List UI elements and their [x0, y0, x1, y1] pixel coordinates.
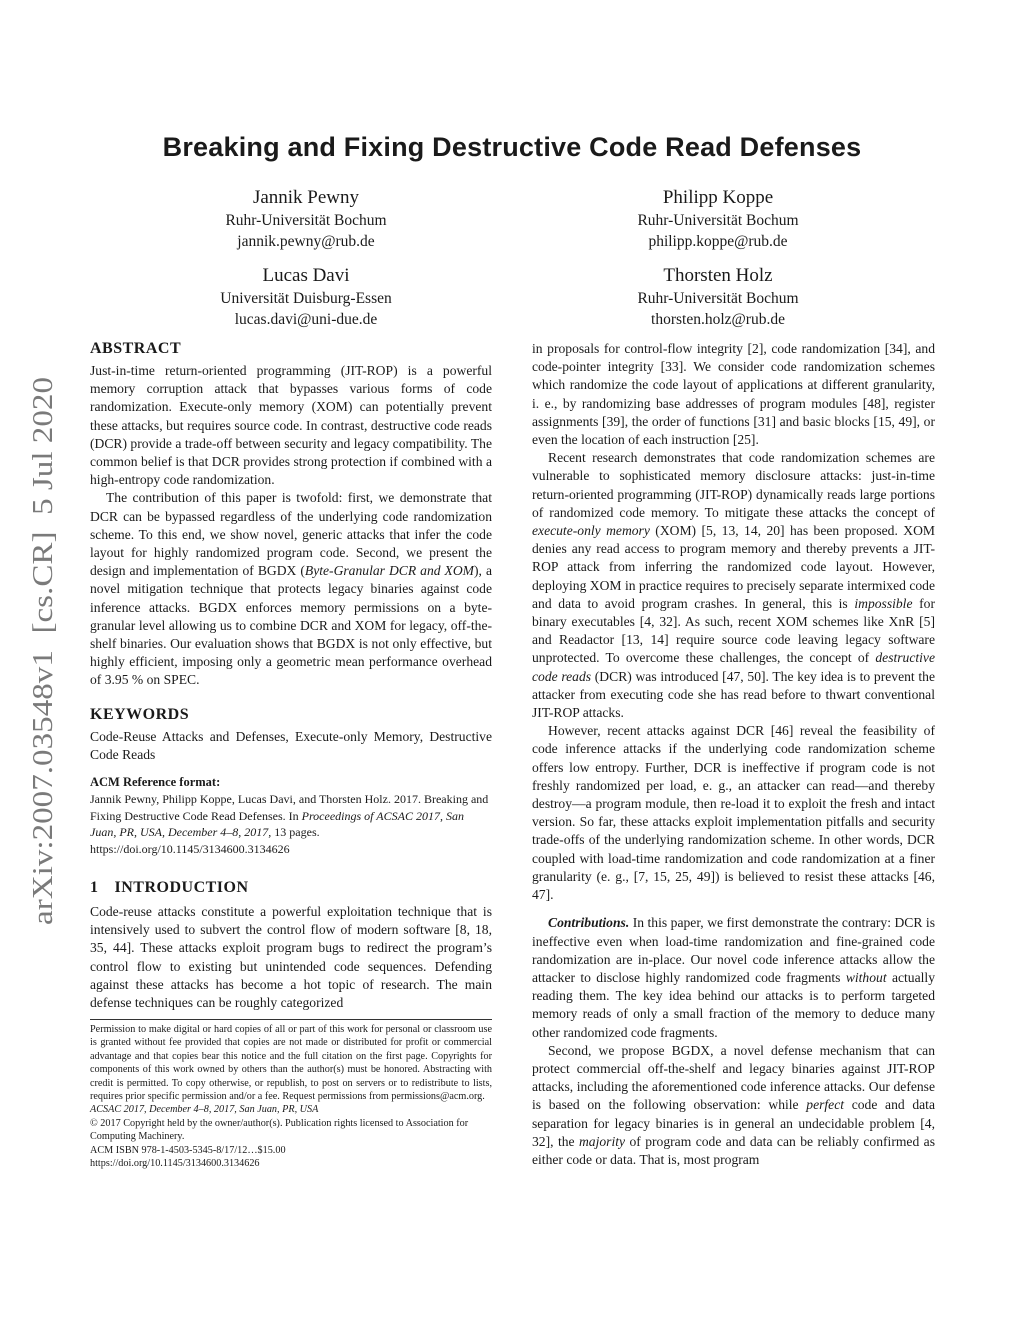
conference-info: ACSAC 2017, December 4–8, 2017, San Juan, PR, USA: [90, 1104, 319, 1116]
text-run: Second, we propose BGDX, a novel defense mechanism that can protect commercial off-the-shelf and legacy binaries against JIT-ROP attacks, including the aforementioned code inference attacks. Our defense is based on the following observation: while: [532, 1042, 935, 1113]
emphasis-text: Proceedings of ACSAC 2017, San Juan, PR, USA, December 4–8, 2017,: [90, 808, 464, 840]
keywords-text: Code-Reuse Attacks and Defenses, Execute-only Memory, Destructive Code Reads: [90, 728, 492, 762]
text-run: ), a novel mitigation technique that protects legacy binaries against code inference attacks. BGDX enforces memory permissions on a byte-granular level allowing us to combine DCR and XOM for legacy, off-the-shelf binaries. Our evaluation shows that BGDX is not only effective, but highly efficient, imposing only a geometric mean performance overhead of 3.95 % on SPEC.: [90, 563, 492, 688]
emphasis-text: impossible: [854, 595, 913, 611]
text-run: The contribution of this paper is twofold: first, we demonstrate that DCR can be bypassed regardless of the underlying code randomization scheme. To this end, we show novel, generic attacks that infer the code layout for highly randomized program code. Second, we present the design and implementation of BGDX (: [90, 490, 492, 579]
introduction-paragraph: Code-reuse attacks constitute a powerful exploitation technique that is intensively used to subvert the control flow of modern software [8, 18, 35, 44]. These attacks exploit program bugs to redirect the program’s control flow to existing but unintended code sequences. Defending against these attacks has become a hot topic of research. The main defense techniques can be roughly categorized: [90, 904, 492, 1011]
emphasis-text: destructive code reads: [532, 650, 935, 684]
emphasis-text: perfect: [806, 1097, 845, 1113]
keywords-heading: KEYWORDS: [90, 705, 190, 723]
text-run: (DCR) was introduced [47, 50]. The key idea is to prevent the attacker from executing code she has read before to thwart conventional JIT-ROP attacks.: [532, 668, 936, 721]
text-run: actually reading them. The key idea behind our attacks is to perform targeted memory reads of only a small fraction of the memory to deduce many other randomized code fragments.: [532, 969, 935, 1040]
arxiv-stamp-text: arXiv:2007.03548v1 [cs.CR] 5 Jul 2020: [28, 461, 59, 925]
emphasis-text: Byte-Granular DCR and XOM: [304, 563, 474, 579]
isbn-text: ACM ISBN 978-1-4503-5345-8/17/12…$15.00: [90, 1144, 286, 1156]
section-number: 1: [90, 879, 99, 897]
body-paragraph: [532, 1042, 935, 1169]
acm-reference-text: [90, 791, 492, 857]
text-run: for binary executables [4, 32]. As such, recent XOM schemes like XnR [5] and Readactor [13, 14] require source code leaving legacy software unprotected. To overcome these challenges, the concept of: [532, 595, 935, 666]
paper-title: Breaking and Fixing Destructive Code Read Defenses: [162, 132, 862, 162]
author-affiliation: Ruhr-Universität Bochum: [637, 290, 799, 307]
emphasis-text: without: [845, 969, 887, 985]
body-paragraph: However, recent attacks against DCR [46] reveal the feasibility of code inference attacks if the underlying code randomization scheme offers low entropy. Further, DCR is ineffective if program code is not freshly randomized per load, e. g., an attacker can read—and thereby destroy—a program module, then re-load it to exploit the fresh and intact version. So far, these attacks exploit implementation pitfalls and security trade-offs of the underlying randomization scheme. In other words, DCR coupled with load-time randomization and code randomization at a finer granularity (e. g., [7, 15, 25, 49]) is believed to resist these attacks [46, 47].: [532, 723, 935, 903]
author-name: Jannik Pewny: [252, 187, 360, 208]
contributions-paragraph: [532, 914, 935, 1041]
text-run: Recent research demonstrates that code randomization schemes are vulnerable to sophisticated memory disclosure attacks: just-in-time return-oriented programming (JIT-ROP) dynamically reads large portions of randomized code memory. To mitigate these attacks the concept of: [532, 450, 935, 520]
author-name: Lucas Davi: [262, 265, 350, 286]
copyright-text: © 2017 Copyright held by the owner/author(s). Publication rights licensed to Association for Computing Machinery.: [90, 1117, 469, 1143]
text-run: In this paper, we first demonstrate the contrary: DCR is ineffective even when load-time randomization and fine-grained code randomization are in-place. Our novel code inference attacks allow the attacker to disclose highly randomized code fragments: [532, 915, 935, 985]
contributions-label: Contributions.: [548, 915, 630, 931]
text-run: 13 pages.: [271, 825, 320, 840]
doi-link[interactable]: https://doi.org/10.1145/3134600.3134626: [90, 841, 290, 856]
section-title: INTRODUCTION: [114, 879, 249, 897]
author-block: [568, 264, 868, 330]
acm-reference-heading: ACM Reference format:: [90, 775, 221, 790]
abstract-heading: ABSTRACT: [90, 340, 182, 357]
text-run: Jannik Pewny, Philipp Koppe, Lucas Davi, and Thorsten Holz. 2017. Breaking and Fixing Destructive Code Read Defenses. In: [90, 792, 489, 823]
author-email: jannik.pewny@rub.de: [237, 233, 375, 250]
body-paragraph: in proposals for control-flow integrity [2], code randomization [34], and code-pointer integrity [33]. We consider code randomization schemes which randomize the code layout of applications at different granularity, i. e., by randomizing base addresses of program modules [48], register assignments [39], the order of functions [31] and basic blocks [15, 49], or even the location of each instruction [25].: [532, 341, 935, 448]
author-email: lucas.davi@uni-due.de: [234, 311, 378, 328]
emphasis-text: execute-only memory: [532, 523, 650, 539]
author-email: thorsten.holz@rub.de: [651, 311, 785, 328]
body-paragraph: [532, 449, 935, 722]
author-name: Philipp Koppe: [662, 187, 774, 208]
author-affiliation: Ruhr-Universität Bochum: [225, 212, 387, 229]
footnote-doi[interactable]: https://doi.org/10.1145/3134600.3134626: [90, 1158, 260, 1170]
author-affiliation: Universität Duisburg-Essen: [220, 290, 392, 307]
permission-text: Permission to make digital or hard copies of all or part of this work for personal or classroom use is granted without fee provided that copies are not made or distributed for profit or commercial advantage and that copies bear this notice and the full citation on the first page. Copyrights for components of this work owned by others than the author(s) must be honored. Abstracting with credit is permitted. To copy otherwise, or republish, to post on servers or to redistribute to lists, requires prior specific permission and/or a fee. Request permissions from permissions@acm.org.: [90, 1024, 492, 1103]
author-name: Thorsten Holz: [663, 265, 773, 286]
text-run: of program code and data can be reliably confirmed as either code or data. That is, most program: [532, 1133, 935, 1167]
introduction-heading: [90, 877, 492, 899]
text-run: code and data separation for legacy binaries is in general an undecidable problem [4, 32], the: [532, 1097, 935, 1149]
abstract-paragraph: [90, 489, 492, 689]
right-column: [532, 340, 935, 1169]
footnote-divider: [90, 1019, 492, 1020]
author-block: [568, 186, 868, 252]
emphasis-text: majority: [578, 1133, 626, 1149]
author-affiliation: Ruhr-Universität Bochum: [637, 212, 799, 229]
text-run: (XOM) [5, 13, 14, 20] has been proposed. XOM denies any read access to program memory and thereby prevents a JIT-ROP attack from inferring the randomized code layout. However, deploying XOM in practice requires to precisely separate intermixed code and data to avoid program crashes. In general, this is: [532, 523, 935, 611]
author-email: philipp.koppe@rub.de: [648, 233, 788, 250]
permission-footnote: [90, 1023, 492, 1170]
author-block: [156, 186, 456, 252]
author-block: [156, 264, 456, 330]
left-column: [90, 338, 492, 1012]
abstract-paragraph: Just-in-time return-oriented programming (JIT-ROP) is a powerful memory corruption attack that bypasses various forms of code randomization. Execute-only memory (XOM) can potentially prevent these attacks, but requires source code. In contrast, destructive code reads (DCR) provide a trade-off between security and legacy compatibility. The common belief is that DCR provides strong protection if combined with a high-entropy code randomization.: [90, 363, 492, 488]
arxiv-stamp: [8, 370, 70, 930]
